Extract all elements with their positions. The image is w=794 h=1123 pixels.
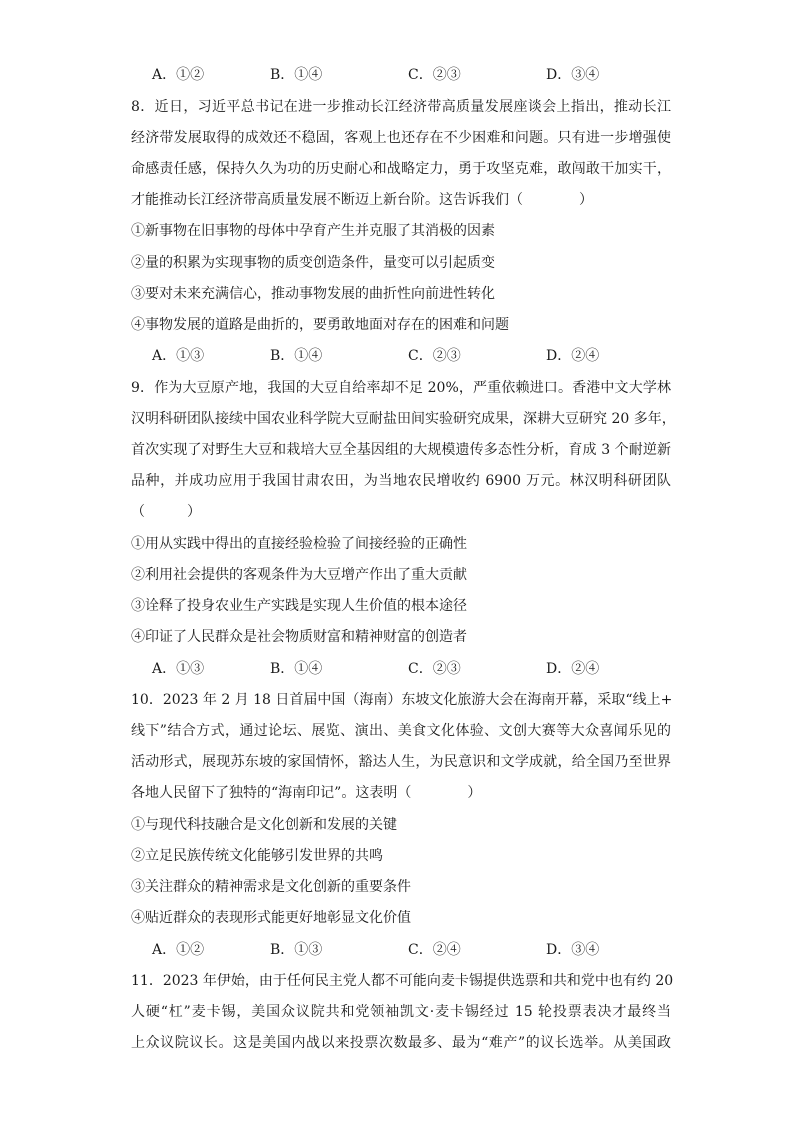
q8-option-a[interactable]: A．①③ xyxy=(152,348,205,364)
q9-option-b[interactable]: B．①④ xyxy=(270,661,323,677)
q9-option-d[interactable]: D．②④ xyxy=(546,661,600,677)
q7-option-d[interactable]: D．③④ xyxy=(546,67,600,83)
q10-options xyxy=(152,940,672,960)
q8-statement-4: ④事物发展的道路是曲折的，要勇敢地面对存在的困难和问题 xyxy=(131,317,509,333)
q10-option-b[interactable]: B．①③ xyxy=(270,942,323,958)
q7-option-b[interactable]: B．①④ xyxy=(270,67,323,83)
q9-statement-2: ②利用社会提供的客观条件为大豆增产作出了重大贡献 xyxy=(131,567,467,583)
q10-stem-line-3: 活动形式，展现苏东坡的家国情怀，豁达人生，为民意识和文学成就，给全国乃至世界 xyxy=(131,754,671,770)
q10-statement-3: ③关注群众的精神需求是文化创新的重要条件 xyxy=(131,879,411,895)
q8-options xyxy=(152,346,672,366)
q9-stem-line-4: 品种，并成功应用于我国甘肃农田，为当地农民增收约 6900 万元。林汉明科研团队 xyxy=(131,473,671,489)
q9-option-a[interactable]: A．①③ xyxy=(152,661,205,677)
q8-option-c[interactable]: C．②③ xyxy=(408,348,461,364)
q11-stem-line-2: 人硬“杠”麦卡锡，美国众议院共和党领袖凯文·麦卡锡经过 15 轮投票表决才最终当 xyxy=(131,1004,671,1020)
q11-stem-line-3: 上众议院议长。这是美国内战以来投票次数最多、最为“难产”的议长选举。从美国政 xyxy=(131,1035,671,1051)
q9-stem-line-5: （ ） xyxy=(131,504,201,520)
q8-stem-line-3: 命感责任感，保持久久为功的历史耐心和战略定力，勇于攻坚克难，敢闯敢干加实干， xyxy=(131,161,671,177)
q10-option-d[interactable]: D．③④ xyxy=(546,942,600,958)
q8-stem-line-4: 才能推动长江经济带高质量发展不断迈上新台阶。这告诉我们（ ） xyxy=(131,192,593,208)
q9-statement-1: ①用从实践中得出的直接经验检验了间接经验的正确性 xyxy=(131,536,467,552)
q8-option-d[interactable]: D．②④ xyxy=(546,348,600,364)
q8-statement-1: ①新事物在旧事物的母体中孕育产生并克服了其消极的因素 xyxy=(131,223,495,239)
q9-stem-line-1: 9．作为大豆原产地，我国的大豆自给率却不足 20%，严重依赖进口。香港中文大学林 xyxy=(131,380,671,396)
q7-options xyxy=(152,65,672,85)
q10-statement-2: ②立足民族传统文化能够引发世界的共鸣 xyxy=(131,848,383,864)
q10-statement-4: ④贴近群众的表现形式能更好地彰显文化价值 xyxy=(131,910,411,926)
q10-stem-line-1: 10．2023 年 2 月 18 日首届中国（海南）东坡文化旅游大会在海南开幕，采取“线上+ xyxy=(131,692,673,708)
q9-options xyxy=(152,659,672,679)
q9-stem-line-3: 首次实现了对野生大豆和栽培大豆全基因组的大规模遗传多态性分析，育成 3 个耐逆新 xyxy=(131,442,671,458)
q7-option-c[interactable]: C．②③ xyxy=(408,67,461,83)
q10-option-a[interactable]: A．①② xyxy=(152,942,205,958)
q10-option-c[interactable]: C．②④ xyxy=(408,942,461,958)
q8-statement-3: ③要对未来充满信心，推动事物发展的曲折性向前进性转化 xyxy=(131,286,495,302)
q8-stem-line-2: 经济带发展取得的成效还不稳固，客观上也还存在不少困难和问题。只有进一步增强使 xyxy=(131,130,671,146)
q10-stem-line-4: 各地人民留下了独特的“海南印记”。这表明（ ） xyxy=(131,785,482,801)
q8-statement-2: ②量的积累为实现事物的质变创造条件，量变可以引起质变 xyxy=(131,255,495,271)
q10-stem-line-2: 线下”结合方式，通过论坛、展览、演出、美食文化体验、文创大赛等大众喜闻乐见的 xyxy=(131,723,671,739)
q7-option-a[interactable]: A．①② xyxy=(152,67,205,83)
q10-statement-1: ①与现代科技融合是文化创新和发展的关键 xyxy=(131,817,397,833)
q8-stem-line-1: 8．近日，习近平总书记在进一步推动长江经济带高质量发展座谈会上指出，推动长江 xyxy=(131,99,671,115)
q9-statement-3: ③诠释了投身农业生产实践是实现人生价值的根本途径 xyxy=(131,598,467,614)
q9-statement-4: ④印证了人民群众是社会物质财富和精神财富的创造者 xyxy=(131,629,467,645)
q9-stem-line-2: 汉明科研团队接续中国农业科学院大豆耐盐田间实验研究成果，深耕大豆研究 20 多年， xyxy=(131,411,676,427)
q8-option-b[interactable]: B．①④ xyxy=(270,348,323,364)
q11-stem-line-1: 11．2023 年伊始，由于任何民主党人都不可能向麦卡锡提供选票和共和党中也有约 20 xyxy=(131,973,674,989)
q9-option-c[interactable]: C．②③ xyxy=(408,661,461,677)
